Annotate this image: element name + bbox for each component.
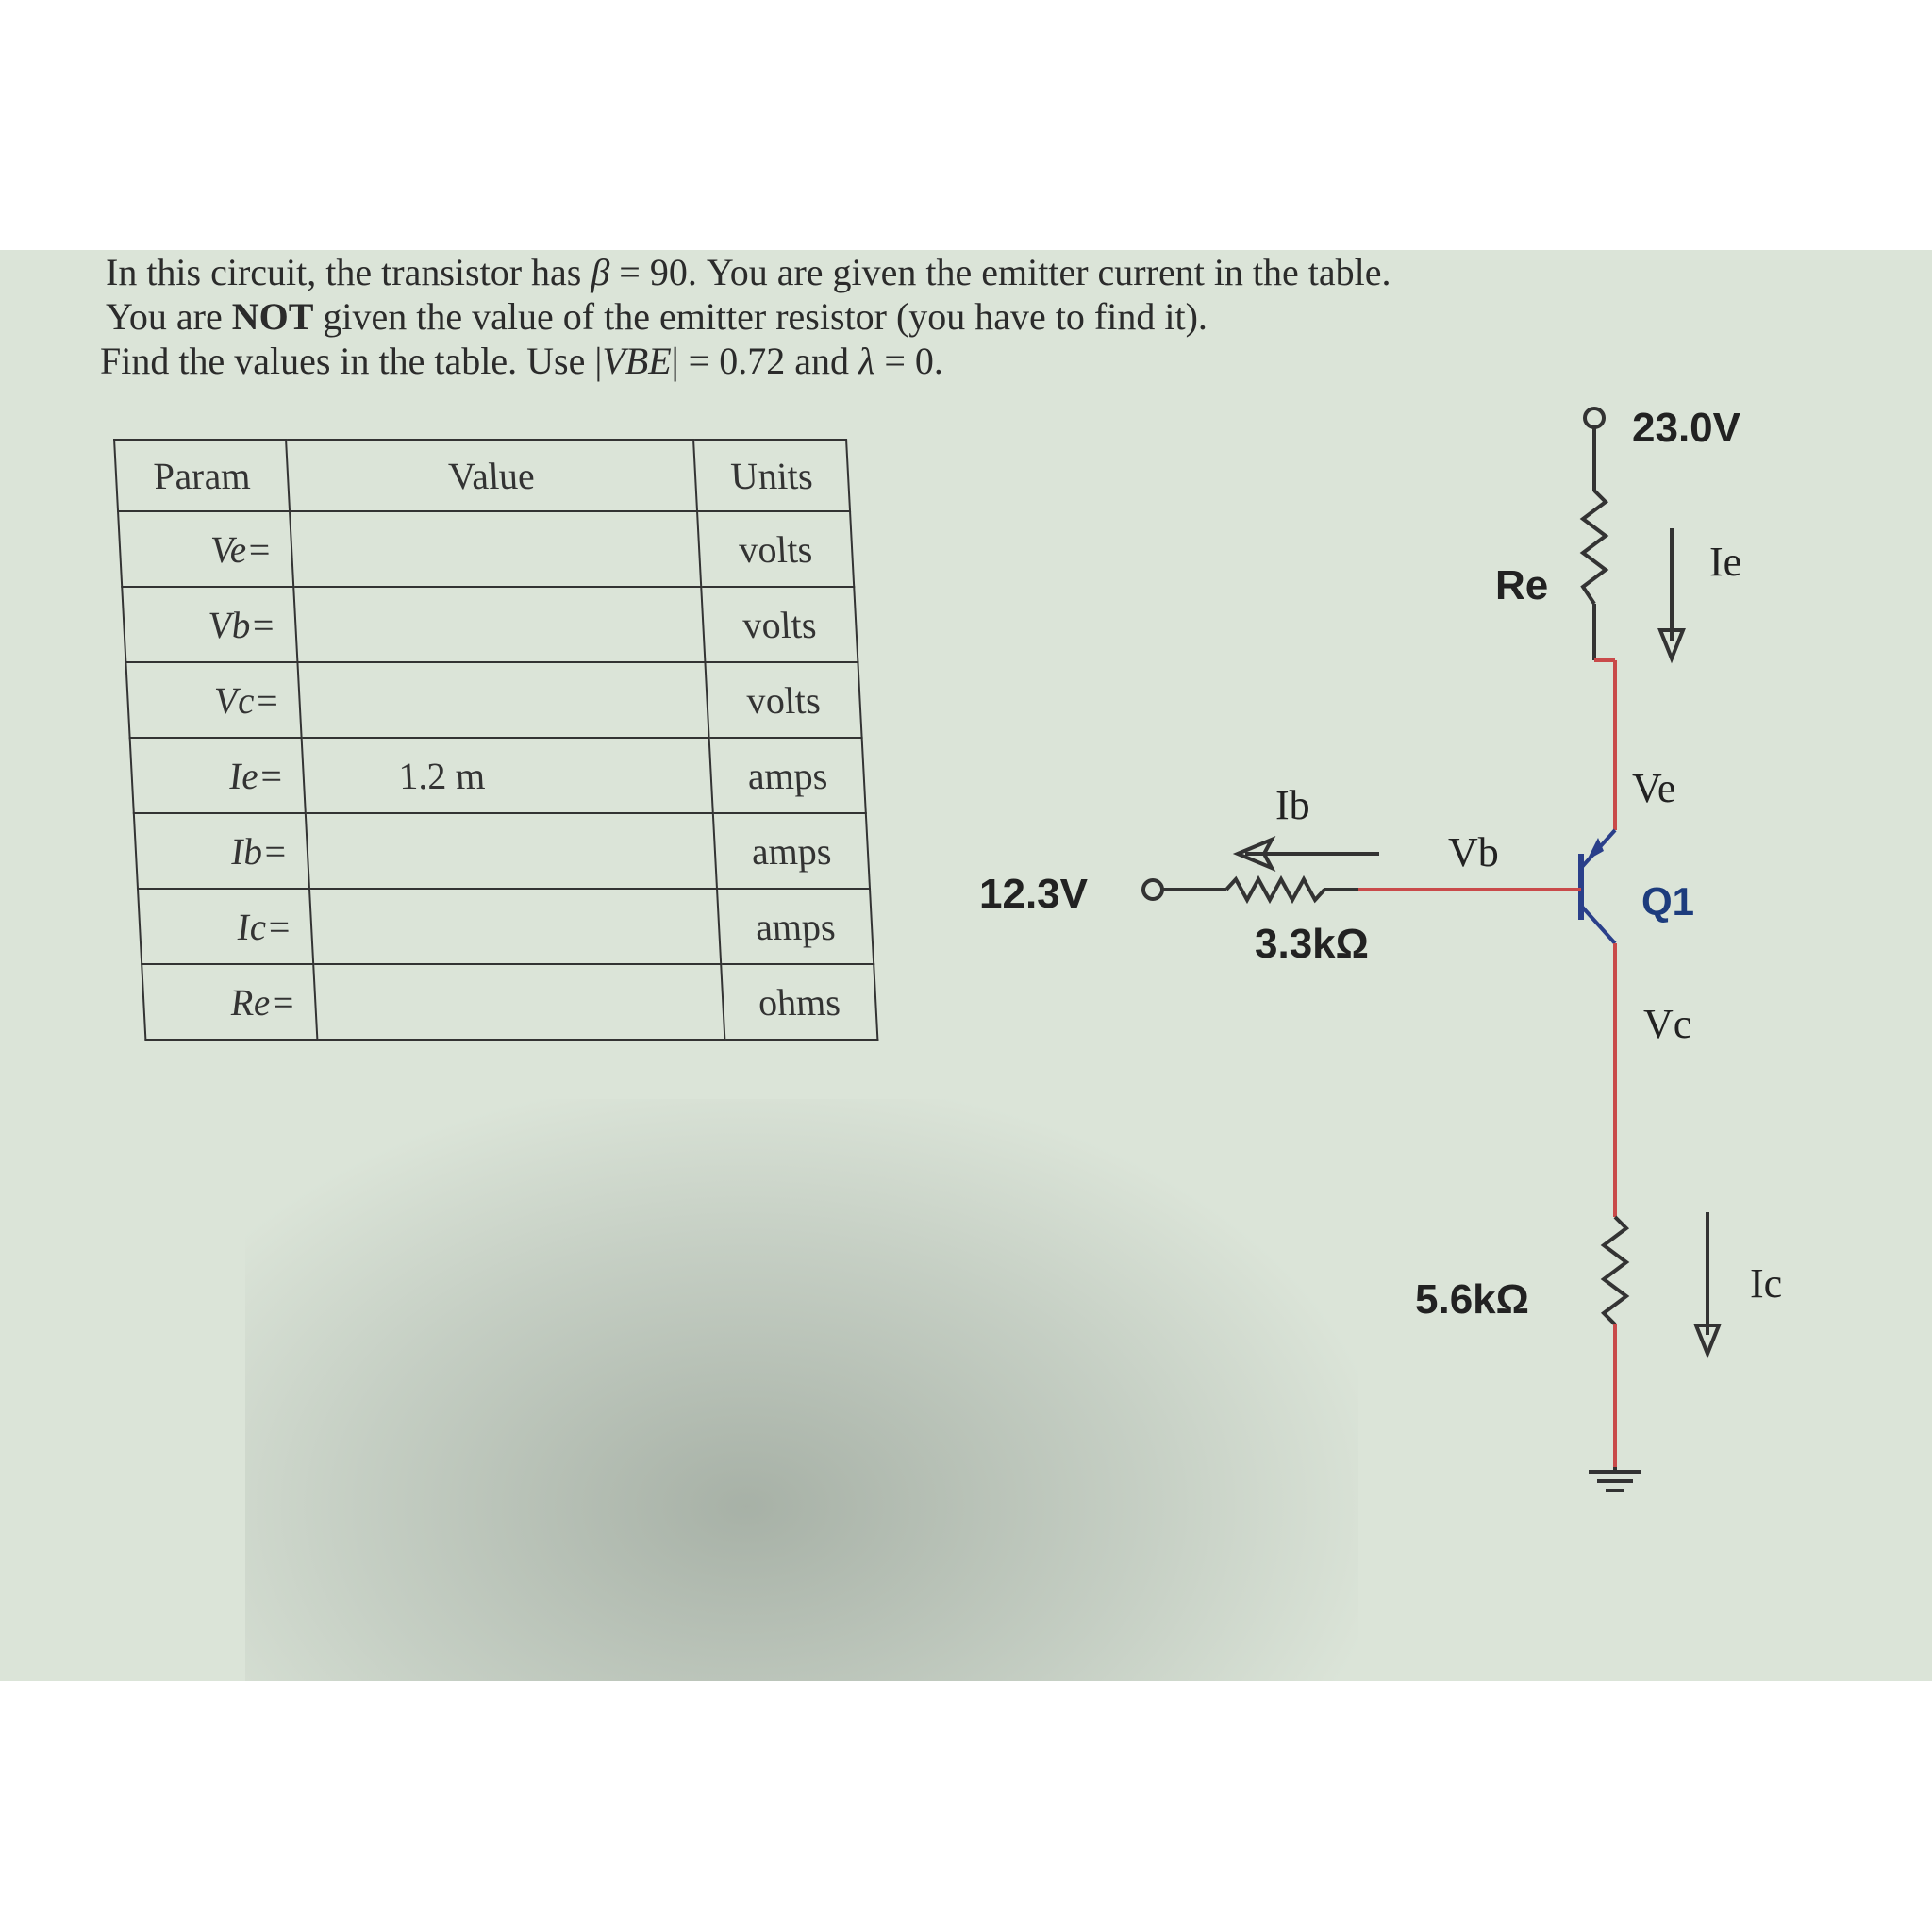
ib-label: Ib [1275, 782, 1310, 828]
param-cell: Re= [142, 964, 317, 1040]
collector-resistor-label: 5.6kΩ [1415, 1276, 1529, 1323]
supply-label: 23.0V [1632, 405, 1740, 451]
units-cell: amps [717, 889, 874, 964]
header-units: Units [693, 440, 850, 511]
param-cell: Ie= [130, 738, 306, 813]
vb-label: Vb [1448, 829, 1499, 875]
transistor-collector-leg [1581, 906, 1615, 943]
ic-label: Ic [1750, 1260, 1783, 1307]
units-cell: ohms [721, 964, 877, 1040]
ve-label: Ve [1632, 765, 1676, 811]
param-cell: Vc= [125, 662, 301, 738]
header-param: Param [114, 440, 290, 511]
base-source-label: 12.3V [979, 871, 1088, 917]
units-cell: volts [705, 662, 861, 738]
base-source-terminal-icon [1143, 880, 1162, 899]
collector-resistor-icon [1604, 1217, 1626, 1324]
value-cell[interactable]: 1.2 m [302, 738, 713, 813]
supply-terminal-icon [1585, 408, 1604, 427]
emitter-resistor-icon [1583, 491, 1606, 604]
base-resistor-icon [1226, 879, 1324, 900]
param-cell: Ve= [118, 511, 293, 587]
param-cell: Ib= [134, 813, 309, 889]
param-cell: Vb= [122, 587, 297, 662]
re-label: Re [1495, 562, 1549, 608]
q1-label: Q1 [1641, 879, 1695, 924]
units-cell: volts [697, 511, 854, 587]
header-value: Value [286, 440, 697, 511]
emitter-arrow-icon [1587, 838, 1604, 860]
units-cell: amps [709, 738, 866, 813]
vc-label: Vc [1643, 1001, 1692, 1047]
ground-icon [1589, 1472, 1641, 1491]
units-cell: amps [713, 813, 870, 889]
problem-line-1: In this circuit, the transistor has β = 90. You are given the emitter current in the table. [106, 251, 1391, 293]
problem-line-3: Find the values in the table. Use |VBE| = 0.72 and λ = 0. [100, 340, 943, 382]
problem-line-2: You are NOT given the value of the emitter resistor (you have to find it). [106, 295, 1208, 338]
param-cell: Ic= [138, 889, 313, 964]
units-cell: volts [701, 587, 858, 662]
ie-label: Ie [1709, 539, 1742, 585]
base-resistor-label: 3.3kΩ [1255, 921, 1369, 967]
